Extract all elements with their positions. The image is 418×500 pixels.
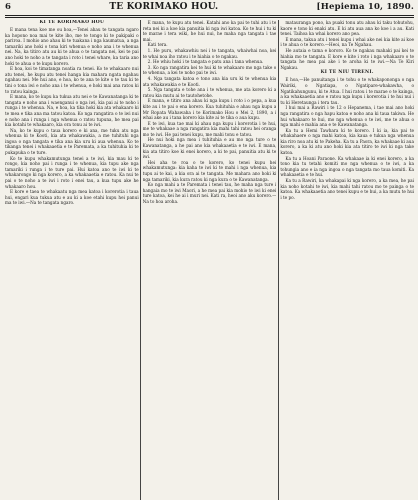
article-paragraph: Ko te kupu whakamutunga tenei a te iwi, kia mau ki te rongo, kia noho pai i runga i te whenua, kia tupu ake nga tamariki i runga i te ture pai. Hui katoa ano te iwi ki te whakarongo ki nga korero, a ka whakaaetia e ratou. Ka nui te pai o te noho a te iwi i roto i enei tau, a kua tupu ake he whakaaro hou. [5,155,139,189]
column-divider [140,20,141,500]
article-paragraph: He autaia e tama e kororo. Ko te ngakau mahaki pai kei te hiahia mo te tangata. E kore e kite i roto i nga whakaaro o te tangata he mea pai ake i te aroha ki te iwi.—Na Te Kiri Ngakau. [280,47,414,70]
article-paragraph: I hui mai a Rawiri i te 12 o Hepanema, i tae mai ano hoki nga rangatira o nga hapu katoa e noho ana ki taua takiwa. He hui whakaaro te hui, mo nga whenua o te iwi, me te ahua o nga mahi e mahia ana e te Kawanatanga. [280,105,414,128]
article-paragraph: 1. He puru, whakawhiu nei i te tangata, whaiwhai noa, kei te whai noa iho ratou i te hiahia o te ngakau. [142,47,277,59]
text-columns [5,20,414,500]
article-paragraph: E te iwi, kua tae mai ki ahau nga kupu i korerotia i te hui, me te whakaae a nga rangatira kia mahi tahi ratou hei oranga mo te iwi. He pai tenei kupu, me mahi tonu e tatou. [142,120,277,137]
article-paragraph: Kati tera. [147,42,168,48]
article-paragraph: Ka tu a Hemi Tawhara ki te korero. I ki ia, kia pai te whakahaere o nga mahi katoa, kia kaua e tukua nga whenua kia riro noa atu ki te Pakeha. Ka tu a Paora, ka whakaae ki aua korero, a ka ki atu ano hoki kia ata titiro te iwi ki nga take katoa. [280,127,414,156]
article-paragraph: E mana, takua atu i tenei kupu i whai ake nei kia kite ai koe i te ahua o te korero.—Heoi, na Te Ngahau. [280,36,414,48]
header-rule-second [5,17,414,18]
article-paragraph: Na, ko te kupu o taua korero e ki ana, me tuku atu nga whenua ki te Kooti, kia ata whakawakia, a me tuhituhi nga ingoa o nga tangata e tika ana kia uru ki aua whenua. Ko te tikanga tenei i whakaaetia e te Paremata, a ka tuhituhia ki te pukapuka o te ture. [5,127,139,156]
article-paragraph: E hoa,—He panuitanga i te tohu o te whakapononga o nga Wairiki, o Ngatiapa, o Ngatipare-whakawha, o Ngatikahungunu, ki te Atua. I hui ratou i te marae o te kainga, a ka whakaaetia ano e ratou nga kupu i korerotia i te hui nui i tu ki Heretaunga i tera tau. [280,77,414,105]
article-paragraph: Ka tu a Rawiri, ka whakapai ki nga korero, a ka mea, he pai kia noho kotahi te iwi, kia mahi tahi ratou mo te painga o te katoa. Ka whakaaetia ano tenei kupu e te hui, a ka mutu te hui i te po. [280,178,414,200]
article-paragraph: matauranga pono, ka puaki tonu atu ahau ki taku tohutohu, kaore e tono ki enaki atu. E ki atu aua ana ko koe i a au. Kati tenei. Taihoa ka whai korero ano pea. [280,20,414,37]
article-paragraph: 5. Nga tangata e tohe ana i te whenua, me ata korero ki a ratou kia mutu ai te tautohetohe. [142,87,277,98]
masthead-title: TE KORIMAKO HOU. [109,2,219,12]
column-3-heading: KI TE NIU TIRENI. [320,70,374,76]
article-paragraph: E mana, ko te kupu ka tukua atu nei e te Kawanatanga ki te tangata e noho ana i waenganui o nga iwi, kia pai ai te noho i runga i te whenua. Na, e hoa, ka tika hoki kia ata whakaaro ki te mea e tika ana ma tatou katoa. Ko nga rangatira o te iwi nui e noho ana i runga i nga whenua o ratou tupuna, he mea pai kia kotahi te whakaaro, kia ora tonu ai te iwi. [5,94,139,128]
article-paragraph: E mana, e titiro ana ahau ki nga kupu i roto i o pepa, a kua kite au i te pai o ena korero. Kua tuhituhia e ahau nga kupu a Mr Ropata Wahawaha i te Korimako Hou o Mei 2, 1890, a i whai ake au i tana korero kia kite ai te tika o aua kupu. [142,98,277,121]
article-paragraph: Ka tu a Hoani Paraone. Ka whakaae ia ki enei korero, a ka tono kia tu tetahi komiti mo nga whenua o te iwi, a ka tohungia ano e ia nga ingoa o nga tangata mo taua komiti. Ka whakaaetia e te hui. [280,155,414,178]
page-number: 6 [5,2,12,12]
column-2 [143,20,277,500]
article-paragraph: E hoa, koi te timatanga noatia ra tenei. Ko te whakaaro nui atu tenei, he kupu atu tenei hanga kia mahara ngata ngahau ngahau nei. Me hui ano, e hoa, ko te ana te kite o te tau ki te tini o tona iwi e noho ana i te whenua, e hoki mai ana ratou ki to ratou kainga. [5,66,139,94]
article-paragraph: 4. Nga tangata katoa e tono ana kia uru ki te whenua kia ata whakawakia e te Kooti. [142,75,277,87]
article-paragraph: E kore e taea te whakaatu nga mea katoa i korerotia i taua hui, engari kua tukua atu e au ki a koe etahi kupu hei panui ma te iwi.—Na te tangata ngaro. [5,189,139,206]
page-header [5,2,414,14]
article-paragraph: He nui hoki nga mea i tuhituhia e au mo nga ture o te Kawanatanga, a he pai ano kia whakaaetia e te iwi. E mana, kia ata titiro koe ki enei korero, a ki te pai, panuitia atu ki te iwi. [142,137,277,160]
column-1 [5,20,139,500]
article-paragraph: 2. He whiu hoki i te tangata e patu ana i tana whenua. [147,59,264,65]
article-paragraph: Ko nga mahi a te Paremata i tenei tau, he maha nga ture i hangaia mo te iwi Maori, a he mea pai kia mohio te iwi ki enei ture katoa, kei he ai i muri nei. Kati ra, heoi ano aku korero.—Na to hoa aroha. [142,182,277,204]
column-1-heading: KI TE KORIMAKO HOU [39,20,105,25]
issue-date: [Hepiema 10, 1890. [316,2,414,12]
column-3 [280,20,414,500]
article-paragraph: E mana, te kupu atu tenei. Katahi ano ka pai te tuhi atu i te reta nei ki a koe kia panuitia ki nga iwi katoa. Ko te hui i tu ki te marae i tera wiki, he hui nui, he maha nga tangata i tae mai. [142,20,277,42]
column-divider [278,20,279,500]
article-paragraph: E mana tena koe me ou hoa,—Tenei ahau te tangata ngaro ka hopono noa mai te kite iho, me te tongo ki te pakipaki o pariroa. I mohio ano ahau ki te tuakana i nga kaumatua, a nga tamariki ano hoki o tona kiri whenua e noho ana i te whenua nei. Na, ka titiro atu au ki te ahua o te tangata nei, kei te pai ano hoki te noho a te tangata i roto i tenei whare, ka taria ano hoki te ahua o te kupu korero. [5,27,139,66]
article-paragraph: 3. Ko nga rangatira kei te hui ki te whakaaro mo nga take o te whenua, a kei te noho pai te iwi. [142,64,277,76]
article-paragraph: Hei aha te roa o te korero, ko tenei kupu hei whakamutunga: kia kaha te iwi ki te mahi i nga whenua, kia tupu ai te kai, a kia ora ai te tangata. Me mahara ano hoki ki nga tamariki, kia kura ratou ki nga kura o te Kawanatanga. [142,159,277,182]
header-rule [5,15,414,16]
